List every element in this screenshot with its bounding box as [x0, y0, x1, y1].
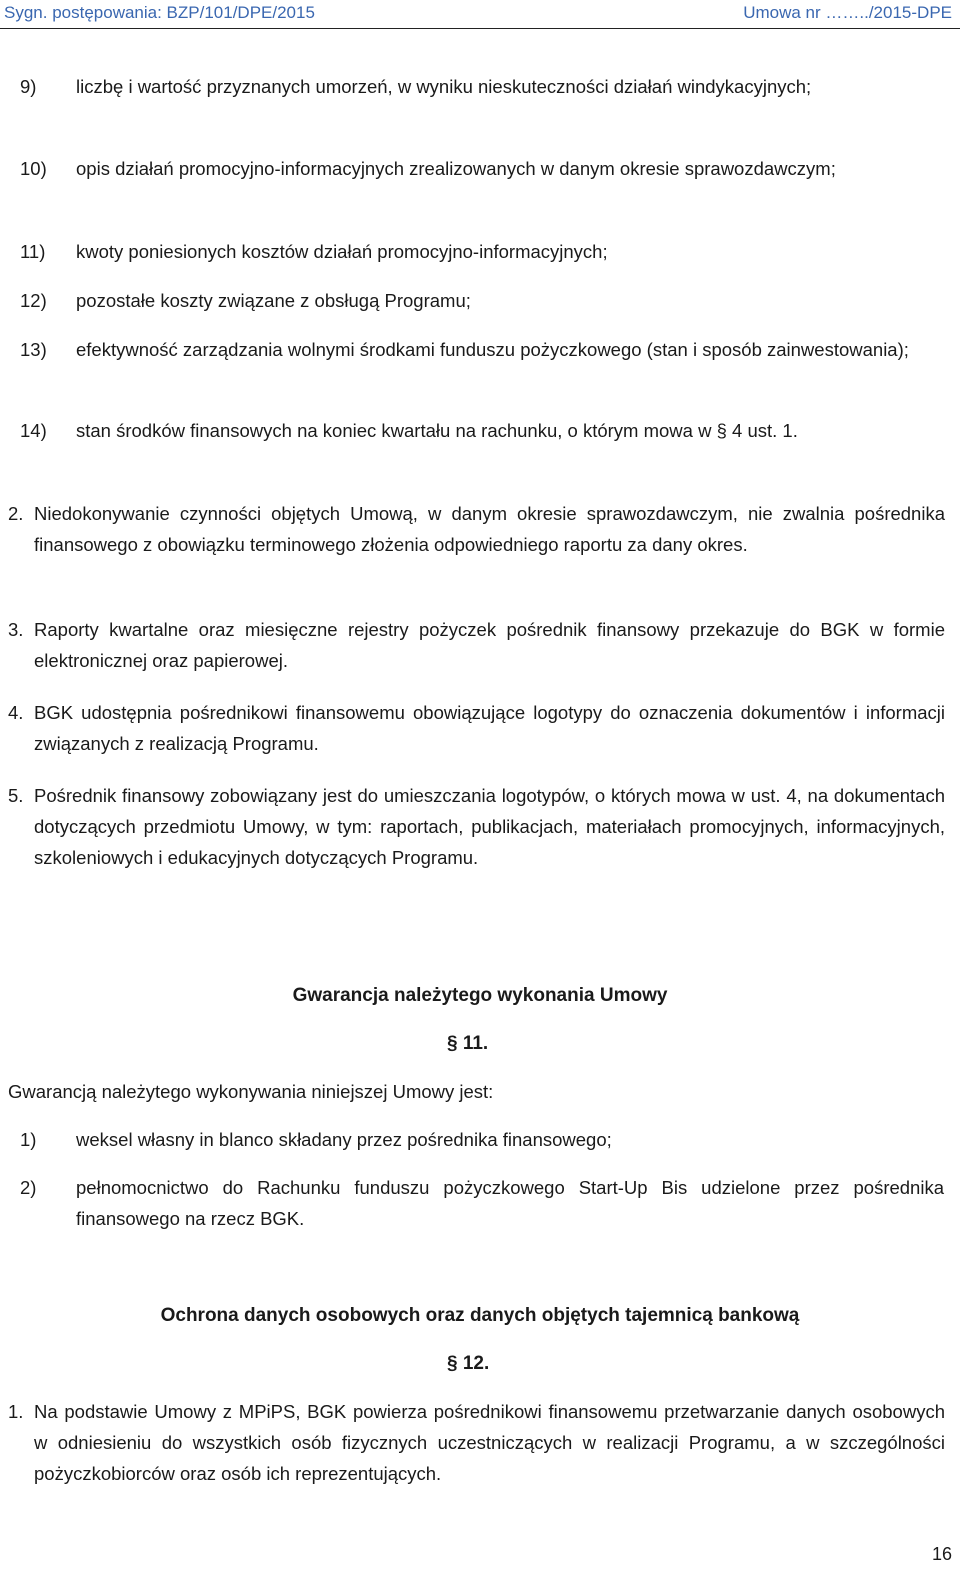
paragraph-point [8, 780, 945, 908]
section-11-heading: Gwarancja należytego wykonania Umowy [292, 985, 668, 1006]
paragraph-point [8, 498, 945, 594]
list-item [20, 285, 945, 317]
header-case-number: Sygn. postępowania: BZP/101/DPE/2015 [4, 3, 315, 22]
point-text: Niedokonywanie czynności objętych Umową, w danym okresie sprawozdawczym, nie zwalnia pośrednika finansowego z obowiązku terminowego złożenia odpowiedniego raportu za dany okres. [34, 503, 945, 555]
point-number: 5. [8, 785, 24, 806]
section-12-heading: Ochrona danych osobowych oraz danych objętych tajemnicą bankową [160, 1305, 800, 1326]
list-item-text: weksel własny in blanco składany przez pośrednika finansowego; [76, 1129, 612, 1150]
list-item-text: pełnomocnictwo do Rachunku funduszu pożyczkowego Start-Up Bis udzielone przez pośrednika finansowego na rzecz BGK. [76, 1177, 944, 1229]
point-number: 1. [8, 1401, 24, 1422]
point-number: 3. [8, 619, 24, 640]
list-item-number: 14) [20, 420, 47, 441]
list-item [20, 415, 945, 479]
list-item-number: 12) [20, 290, 47, 311]
list-item-text: liczbę i wartość przyznanych umorzeń, w wyniku nieskuteczności działań windykacyjnych; [76, 76, 812, 97]
list-item [20, 71, 945, 135]
point-number: 4. [8, 702, 24, 723]
paragraph-point [8, 697, 945, 761]
list-item-number: 13) [20, 339, 47, 360]
list-item [20, 153, 945, 217]
list-item-text: stan środków finansowych na koniec kwartału na rachunku, o którym mowa w § 4 ust. 1. [76, 420, 798, 441]
point-text: Pośrednik finansowy zobowiązany jest do umieszczania logotypów, o których mowa w ust. 4, na dokumentach dotyczących przedmiotu Umowy, w tym: raportach, publikacjach, materiałach promocyjnych, informacyjnych, szkoleniowych i edukacyjnych dotyczących Programu. [34, 785, 945, 868]
list-item-number: 9) [20, 76, 37, 97]
list-item-text: opis działań promocyjno-informacyjnych zrealizowanych w danym okresie sprawozdawczym; [76, 158, 836, 179]
section-11-intro: Gwarancją należytego wykonywania niniejszej Umowy jest: [8, 1081, 494, 1102]
point-number: 2. [8, 503, 24, 524]
list-item-text: pozostałe koszty związane z obsługą Programu; [76, 290, 471, 311]
list-item [20, 1124, 945, 1156]
header-agreement-number: Umowa nr ……../2015-DPE [743, 3, 952, 22]
page-number: 16 [931, 1544, 952, 1564]
list-item [20, 236, 945, 268]
list-item-text: efektywność zarządzania wolnymi środkami funduszu pożyczkowego (stan i sposób zainwestowania); [76, 339, 909, 360]
paragraph-point [8, 1396, 945, 1492]
point-text: Raporty kwartalne oraz miesięczne rejestry pożyczek pośrednik finansowy przekazuje do BGK w formie elektronicznej oraz papierowej. [34, 619, 945, 671]
paragraph-point [8, 614, 945, 678]
list-item-number: 11) [20, 241, 46, 262]
section-12-sign: § 12. [447, 1353, 490, 1374]
section-11-sign: § 11. [447, 1033, 489, 1054]
list-item-number: 2) [20, 1177, 37, 1198]
point-text: Na podstawie Umowy z MPiPS, BGK powierza pośrednikowi finansowemu przetwarzanie danych osobowych w odniesieniu do wszystkich osób fizycznych uczestniczących w realizacji Programu, a w szczególności pożyczkobiorców oraz osób ich reprezentujących. [34, 1401, 945, 1484]
list-item [20, 334, 945, 398]
list-item-number: 1) [20, 1129, 37, 1150]
page-header [0, 0, 960, 29]
list-item [20, 1172, 945, 1236]
list-item-text: kwoty poniesionych kosztów działań promocyjno-informacyjnych; [76, 241, 608, 262]
point-text: BGK udostępnia pośrednikowi finansowemu obowiązujące logotypy do oznaczenia dokumentów i informacji związanych z realizacją Programu. [34, 702, 945, 754]
list-item-number: 10) [20, 158, 47, 179]
